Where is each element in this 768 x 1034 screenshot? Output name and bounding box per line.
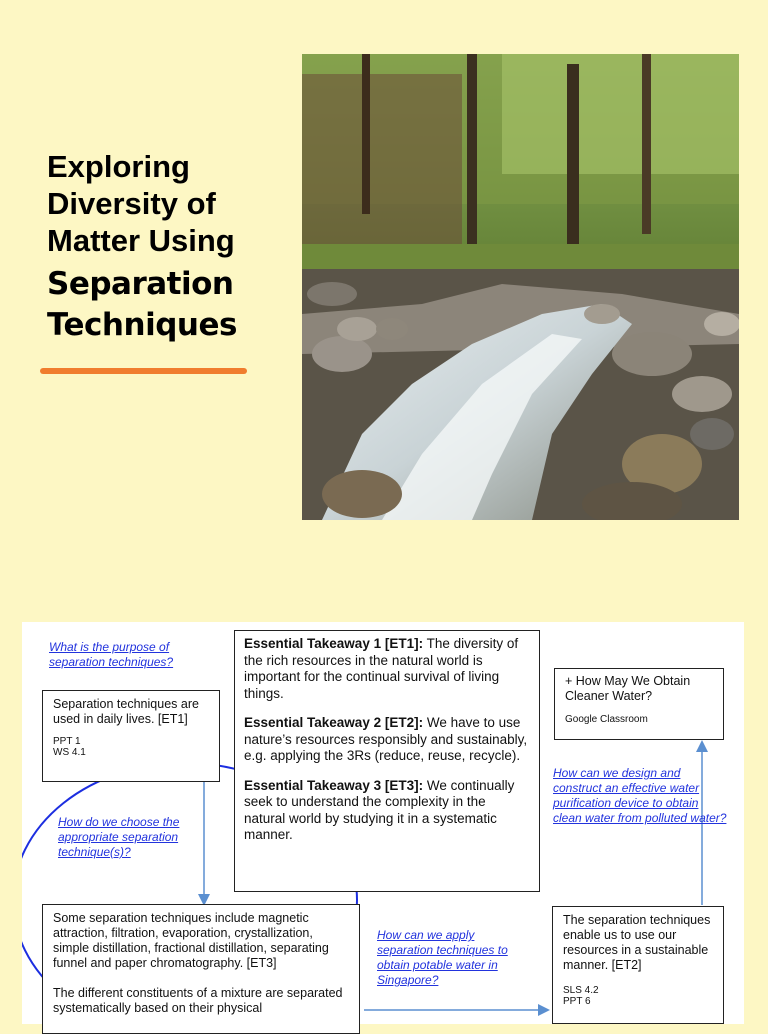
stream-photo	[302, 54, 739, 520]
question-design-device[interactable]: How can we design and construct an effective water purification device to obtain clean water from polluted water?	[553, 766, 727, 825]
title-line-3: Matter Using	[47, 223, 235, 258]
essential-takeaways-box	[234, 630, 540, 892]
et2-text: We have to use nature’s resources responsibly and sustainably, e.g. applying the 3Rs (reduce, reuse, recycle).	[244, 715, 528, 763]
box-sustainable-use-text: The separation techniques enable us to use our resources in a sustainable manner. [ET2]	[563, 913, 711, 972]
box-separation-techniques-text1: Some separation techniques include magnetic attraction, filtration, evaporation, crystallization, simple distillation, fractional distillation, separating funnel and paper chromatography. [ET3]	[53, 911, 329, 970]
box-cleaner-water-ref[interactable]: Google Classroom	[565, 714, 648, 725]
box-separation-techniques	[42, 904, 360, 1034]
box-cleaner-water-text: + How May We Obtain Cleaner Water?	[565, 674, 691, 703]
essential-takeaway-3	[244, 778, 530, 844]
et2-label: Essential Takeaway 2 [ET2]:	[244, 715, 424, 730]
title-line-2: Diversity of	[47, 186, 216, 221]
essential-takeaway-2	[244, 715, 530, 765]
box-daily-lives-ref2: WS 4.1	[53, 747, 86, 758]
box-sustainable-use-ref1: SLS 4.2	[563, 985, 599, 996]
concept-map	[22, 622, 744, 1024]
title-underline	[40, 368, 247, 374]
et3-label: Essential Takeaway 3 [ET3]:	[244, 777, 424, 793]
box-daily-lives-text: Separation techniques are used in daily lives. [ET1]	[53, 697, 199, 726]
question-potable-water[interactable]: How can we apply separation techniques to obtain potable water in Singapore?	[377, 928, 508, 987]
question-choose-technique[interactable]: How do we choose the appropriate separation technique(s)?	[58, 815, 180, 859]
box-daily-lives	[42, 690, 220, 782]
box-sustainable-use	[552, 906, 724, 1024]
box-daily-lives-ref1: PPT 1	[53, 736, 81, 747]
title-line-5: Techniques	[47, 307, 237, 343]
title-line-4: Separation	[47, 266, 234, 302]
box-cleaner-water	[554, 668, 724, 740]
title-line-1: Exploring	[47, 149, 190, 184]
et1-text: The diversity of the rich resources in the natural world is important for the continual survival of living things.	[244, 636, 519, 701]
box-separation-techniques-text2: The different constituents of a mixture are separated systematically based on their physical	[53, 986, 343, 1015]
et1-label: Essential Takeaway 1 [ET1]:	[244, 636, 424, 651]
essential-takeaway-1	[244, 636, 530, 702]
box-sustainable-use-ref2: PPT 6	[563, 996, 591, 1007]
question-purpose[interactable]: What is the purpose of separation techniques?	[49, 640, 174, 669]
page-title	[47, 148, 287, 346]
et3-text: We continually seek to understand the complexity in the natural world by studying it in a systematic manner.	[244, 777, 515, 842]
